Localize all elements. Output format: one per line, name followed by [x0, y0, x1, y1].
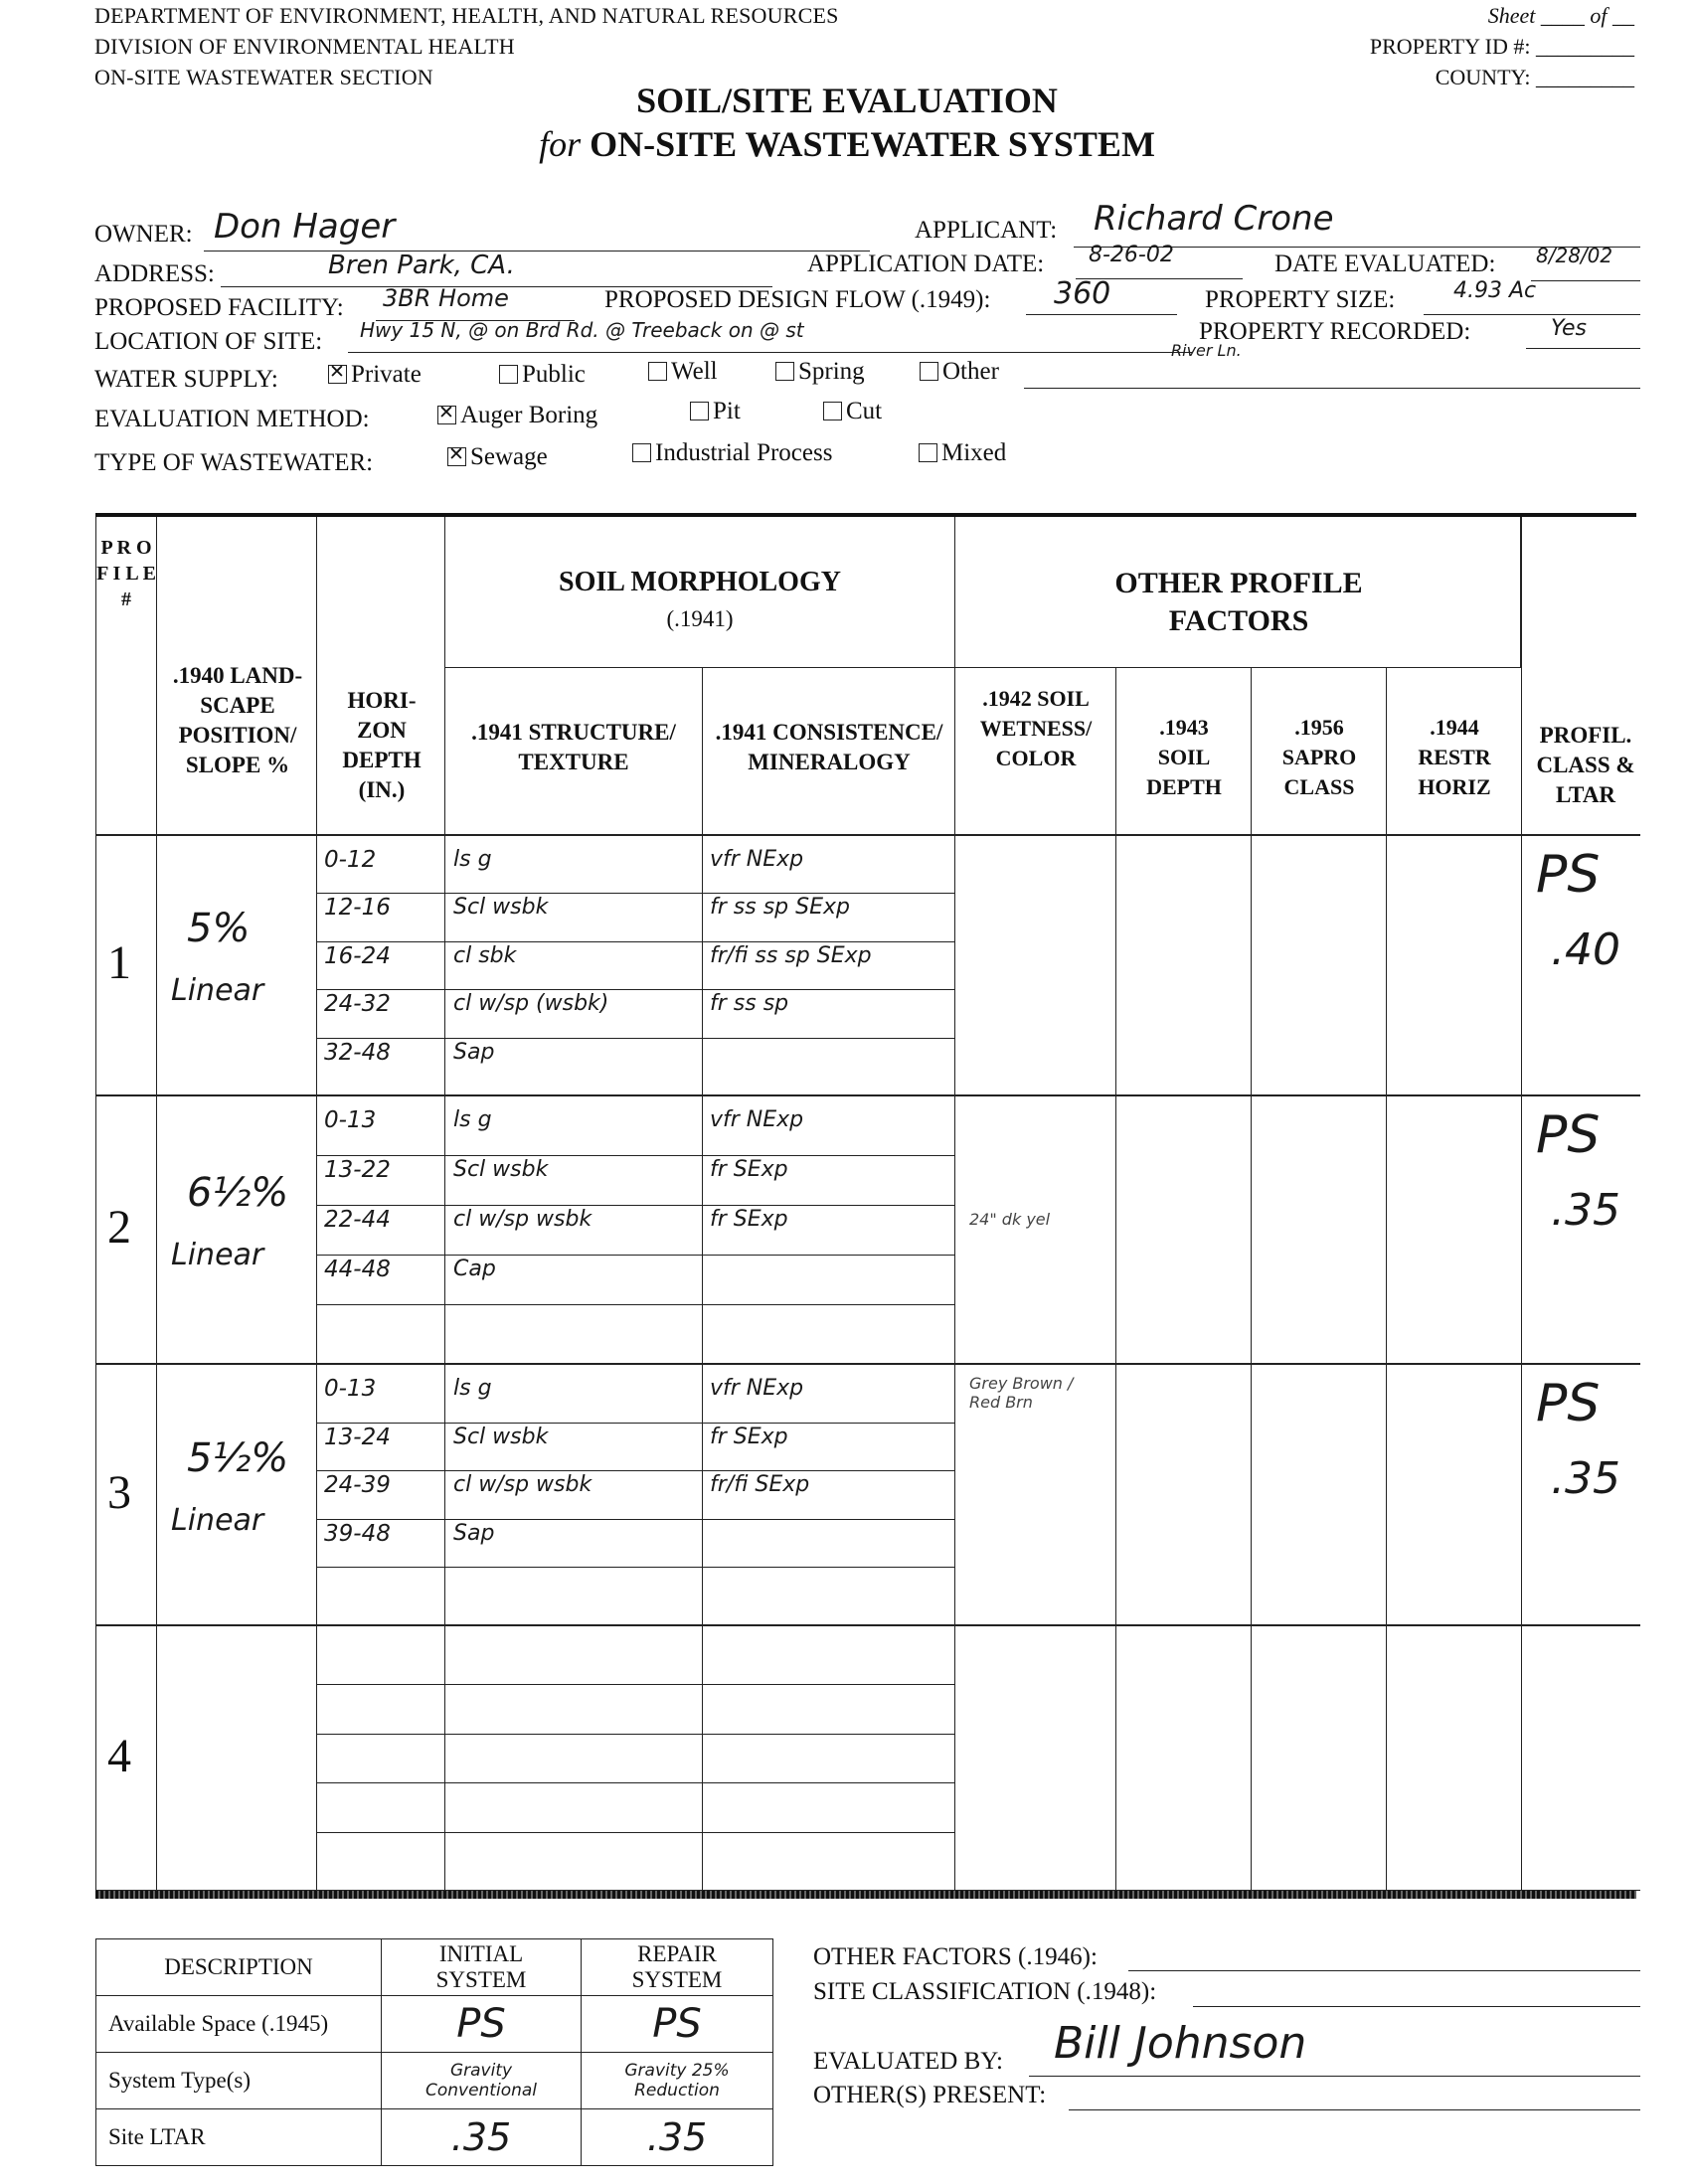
others-present-label: OTHER(S) PRESENT:: [813, 2082, 1047, 2108]
of-label: of: [1590, 3, 1608, 28]
checkbox-checked-icon[interactable]: [328, 365, 347, 384]
horizon-consistence[interactable]: fr ss sp: [710, 991, 789, 1017]
soil-morphology-header: SOIL MORPHOLOGY (.1941): [444, 517, 955, 668]
profile-landscape-shape[interactable]: Linear: [171, 973, 264, 1008]
design-flow-value[interactable]: 360: [1054, 276, 1111, 311]
checkbox-icon[interactable]: [648, 362, 667, 381]
profile-landscape-shape[interactable]: Linear: [171, 1502, 264, 1538]
water-supply-private[interactable]: ✕ Private: [328, 361, 422, 389]
profile-slope[interactable]: 6½%: [187, 1170, 289, 1216]
facility-label: PROPOSED FACILITY:: [94, 294, 344, 321]
site-classification-label: SITE CLASSIFICATION (.1948):: [813, 1978, 1157, 2005]
checkbox-icon[interactable]: [823, 402, 842, 420]
agency-line-1: DEPARTMENT OF ENVIRONMENT, HEALTH, AND NATURAL RESOURCES: [94, 3, 839, 28]
horizon-depth[interactable]: 0-12: [324, 847, 377, 873]
form-title: SOIL/SITE EVALUATION: [636, 81, 1058, 120]
horizon-depth[interactable]: 24-39: [324, 1472, 391, 1499]
horizon-depth[interactable]: 24-32: [324, 991, 391, 1018]
profile-class[interactable]: PS: [1536, 1105, 1601, 1165]
repair-system-header: REPAIR SYSTEM: [582, 1939, 773, 1996]
horizon-structure[interactable]: ls g: [453, 1376, 492, 1401]
eval-auger-boring[interactable]: ✕ Auger Boring: [437, 402, 597, 429]
date-evaluated-label: DATE EVALUATED:: [1274, 251, 1496, 277]
checkbox-icon[interactable]: [919, 443, 937, 462]
horizon-depth[interactable]: 0-13: [324, 1107, 377, 1133]
water-supply-label: WATER SUPPLY:: [94, 366, 278, 393]
class-header: PROFIL. CLASS & LTAR: [1521, 517, 1640, 835]
wastewater-type-label: TYPE OF WASTEWATER:: [94, 449, 374, 476]
form-subtitle: for ON-SITE WASTEWATER SYSTEM: [539, 124, 1155, 164]
water-supply-other[interactable]: Other: [920, 358, 999, 386]
profile-4-cell: [702, 1625, 955, 1891]
application-date-label: APPLICATION DATE:: [807, 251, 1045, 277]
profile-4-cell: [316, 1625, 445, 1891]
profile-number: 3: [107, 1465, 131, 1519]
date-evaluated-value[interactable]: 8/28/02: [1536, 244, 1613, 267]
horizon-consistence[interactable]: vfr NExp: [710, 1376, 804, 1401]
horizon-depth[interactable]: 13-22: [324, 1157, 391, 1183]
system-type-repair[interactable]: Gravity 25% Reduction: [582, 2053, 773, 2109]
horizon-depth[interactable]: 22-44: [324, 1207, 391, 1233]
horizon-structure[interactable]: cl w/sp wsbk: [453, 1207, 593, 1232]
horizon-consistence[interactable]: vfr NExp: [710, 1107, 804, 1132]
checkbox-checked-icon[interactable]: [447, 447, 466, 466]
site-ltar-repair[interactable]: .35: [582, 2109, 773, 2166]
property-id-label: PROPERTY ID #:: [1369, 34, 1531, 59]
horizon-consistence[interactable]: fr/fi SExp: [710, 1472, 810, 1498]
system-type-label: System Type(s): [96, 2053, 382, 2109]
wastewater-mixed[interactable]: Mixed: [919, 439, 1006, 467]
profile-1-cell: [1115, 835, 1252, 1095]
checkbox-icon[interactable]: [775, 362, 794, 381]
profile-2-cell: [954, 1095, 1116, 1364]
evaluated-by-value[interactable]: Bill Johnson: [1054, 2018, 1307, 2069]
horizon-depth[interactable]: 16-24: [324, 942, 391, 969]
profile-ltar[interactable]: .40: [1551, 924, 1620, 975]
profile-number: 2: [107, 1201, 131, 1254]
profile-1-cell: [156, 835, 317, 1095]
horizon-structure[interactable]: Scl wsbk: [453, 895, 549, 921]
profile-class[interactable]: PS: [1536, 1374, 1601, 1433]
property-recorded-label: PROPERTY RECORDED:: [1199, 318, 1471, 345]
profile-3-cell: [156, 1364, 317, 1625]
facility-value[interactable]: 3BR Home: [383, 284, 509, 312]
property-recorded-value[interactable]: Yes: [1551, 316, 1588, 341]
profile-4-cell: [1386, 1625, 1522, 1891]
horizon-consistence[interactable]: fr SExp: [710, 1157, 788, 1182]
available-space-label: Available Space (.1945): [96, 1996, 382, 2053]
eval-pit[interactable]: Pit: [690, 398, 741, 425]
system-type-initial[interactable]: Gravity Conventional: [382, 2053, 582, 2109]
profile-4-cell: [954, 1625, 1116, 1891]
profile-2-cell: [1251, 1095, 1387, 1364]
sapro-header: .1956 SAPRO CLASS: [1251, 667, 1387, 835]
agency-line-3: ON-SITE WASTEWATER SECTION: [94, 65, 433, 89]
site-ltar-initial[interactable]: .35: [382, 2109, 582, 2166]
profile-landscape-shape[interactable]: Linear: [171, 1238, 264, 1272]
checkbox-icon[interactable]: [920, 362, 938, 381]
horizon-consistence[interactable]: vfr NExp: [710, 847, 804, 872]
wetness-header: .1942 SOIL WETNESS/ COLOR: [954, 667, 1116, 835]
horizon-depth[interactable]: 39-48: [324, 1520, 391, 1547]
initial-system-header: INITIAL SYSTEM: [382, 1939, 582, 1996]
consistence-header: .1941 CONSISTENCE/ MINERALOGY: [702, 667, 955, 835]
horizon-structure[interactable]: ls g: [453, 1107, 492, 1132]
water-supply-spring[interactable]: Spring: [775, 358, 865, 386]
profile-4-cell: [156, 1625, 317, 1891]
sheet-label: Sheet: [1487, 3, 1536, 28]
horizon-structure[interactable]: Scl wsbk: [453, 1157, 549, 1182]
address-value[interactable]: Bren Park, CA.: [328, 251, 515, 280]
horizon-depth[interactable]: 32-48: [324, 1039, 391, 1066]
structure-header: .1941 STRUCTURE/ TEXTURE: [444, 667, 703, 835]
location-value-2[interactable]: River Ln.: [1171, 341, 1242, 360]
horizon-structure[interactable]: cl w/sp wsbk: [453, 1472, 593, 1498]
applicant-label: APPLICANT:: [915, 217, 1058, 244]
other-factors-label: OTHER FACTORS (.1946):: [813, 1943, 1098, 1970]
site-ltar-label: Site LTAR: [96, 2109, 382, 2166]
profile-1-cell: [1386, 835, 1522, 1095]
profile-wetness[interactable]: Grey Brown / Red Brn: [969, 1374, 1074, 1412]
evaluation-method-label: EVALUATION METHOD:: [94, 406, 370, 432]
horizon-consistence[interactable]: fr ss sp SExp: [710, 895, 850, 921]
description-header: DESCRIPTION: [96, 1939, 382, 1996]
profile-slope[interactable]: 5½%: [187, 1434, 289, 1481]
profile-4-cell: [1251, 1625, 1387, 1891]
profile-number: 4: [107, 1729, 131, 1782]
profile-4-cell: [444, 1625, 703, 1891]
profile-ltar[interactable]: .35: [1551, 1185, 1620, 1236]
location-label: LOCATION OF SITE:: [94, 328, 323, 355]
profile-ltar[interactable]: .35: [1551, 1453, 1620, 1504]
property-id-block: Sheet ____ of __ PROPERTY ID #: _________ COUNTY: _________: [1369, 3, 1634, 89]
checkbox-icon[interactable]: [632, 443, 651, 462]
profile-slope[interactable]: 5%: [187, 906, 251, 951]
profile-3-cell: [1386, 1364, 1522, 1625]
available-space-initial[interactable]: PS: [382, 1996, 582, 2053]
horizon-depth[interactable]: 0-13: [324, 1376, 377, 1402]
profile-2-cell: [156, 1095, 317, 1364]
horizon-consistence[interactable]: fr SExp: [710, 1207, 788, 1232]
horizon-structure[interactable]: Sap: [453, 1520, 495, 1546]
horizon-structure[interactable]: cl sbk: [453, 942, 517, 968]
profile-1-cell: [954, 835, 1116, 1095]
summary-table: [95, 1938, 773, 2166]
horizon-consistence[interactable]: fr SExp: [710, 1424, 788, 1449]
landscape-header: .1940 LAND-SCAPE POSITION/ SLOPE %: [156, 517, 317, 835]
profile-2-cell: [1115, 1095, 1252, 1364]
evaluated-by-label: EVALUATED BY:: [813, 2048, 1003, 2075]
available-space-repair[interactable]: PS: [582, 1996, 773, 2053]
location-value[interactable]: Hwy 15 N, @ on Brd Rd. @ Treeback on @ st: [360, 318, 804, 342]
profile-2-cell: [1386, 1095, 1522, 1364]
applicant-value[interactable]: Richard Crone: [1094, 199, 1334, 239]
owner-label: OWNER:: [94, 221, 193, 248]
restr-header: .1944 RESTR HORIZ: [1386, 667, 1522, 835]
checkbox-icon[interactable]: [690, 402, 709, 420]
checkbox-checked-icon[interactable]: [437, 406, 456, 424]
profile-4-cell: [1521, 1625, 1640, 1891]
profile-wetness[interactable]: 24" dk yel: [969, 1210, 1051, 1229]
design-flow-label: PROPOSED DESIGN FLOW (.1949):: [604, 286, 991, 313]
horizon-structure[interactable]: ls g: [453, 847, 492, 872]
property-size-label: PROPERTY SIZE:: [1205, 286, 1396, 313]
checkbox-icon[interactable]: [499, 365, 518, 384]
horizon-structure[interactable]: Sap: [453, 1039, 495, 1065]
agency-line-2: DIVISION OF ENVIRONMENTAL HEALTH: [94, 34, 515, 59]
horizon-consistence[interactable]: fr/fi ss sp SExp: [710, 942, 872, 968]
depth-header: .1943 SOIL DEPTH: [1115, 667, 1252, 835]
profile-1-cell: [1251, 835, 1387, 1095]
owner-value[interactable]: Don Hager: [214, 207, 396, 247]
other-factors-header: OTHER PROFILE FACTORS: [954, 517, 1521, 668]
profile-class[interactable]: PS: [1536, 845, 1601, 905]
address-label: ADDRESS:: [94, 260, 215, 287]
profile-3-cell: [1251, 1364, 1387, 1625]
horizon-header: HORI-ZON DEPTH (IN.): [316, 517, 445, 835]
horizon-depth[interactable]: 44-48: [324, 1257, 391, 1282]
profile-number: 1: [107, 936, 131, 989]
horizon-structure[interactable]: Cap: [453, 1257, 496, 1281]
water-supply-public[interactable]: Public: [499, 361, 586, 389]
horizon-structure[interactable]: Scl wsbk: [453, 1424, 549, 1449]
table-bottom-rule: [95, 1891, 1636, 1899]
county-label: COUNTY:: [1435, 65, 1531, 89]
profile-4-cell: [1115, 1625, 1252, 1891]
horizon-structure[interactable]: cl w/sp (wsbk): [453, 991, 609, 1017]
wastewater-sewage[interactable]: ✕ Sewage: [447, 443, 548, 471]
water-supply-well[interactable]: Well: [648, 358, 718, 386]
wastewater-industrial[interactable]: Industrial Process: [632, 439, 832, 467]
property-size-value[interactable]: 4.93 Ac: [1453, 278, 1537, 303]
profile-header: P R O F I L E #: [95, 517, 157, 835]
application-date-value[interactable]: 8-26-02: [1089, 243, 1174, 267]
eval-cut[interactable]: Cut: [823, 398, 882, 425]
profile-3-cell: [1115, 1364, 1252, 1625]
horizon-depth[interactable]: 12-16: [324, 895, 391, 922]
horizon-depth[interactable]: 13-24: [324, 1424, 391, 1450]
